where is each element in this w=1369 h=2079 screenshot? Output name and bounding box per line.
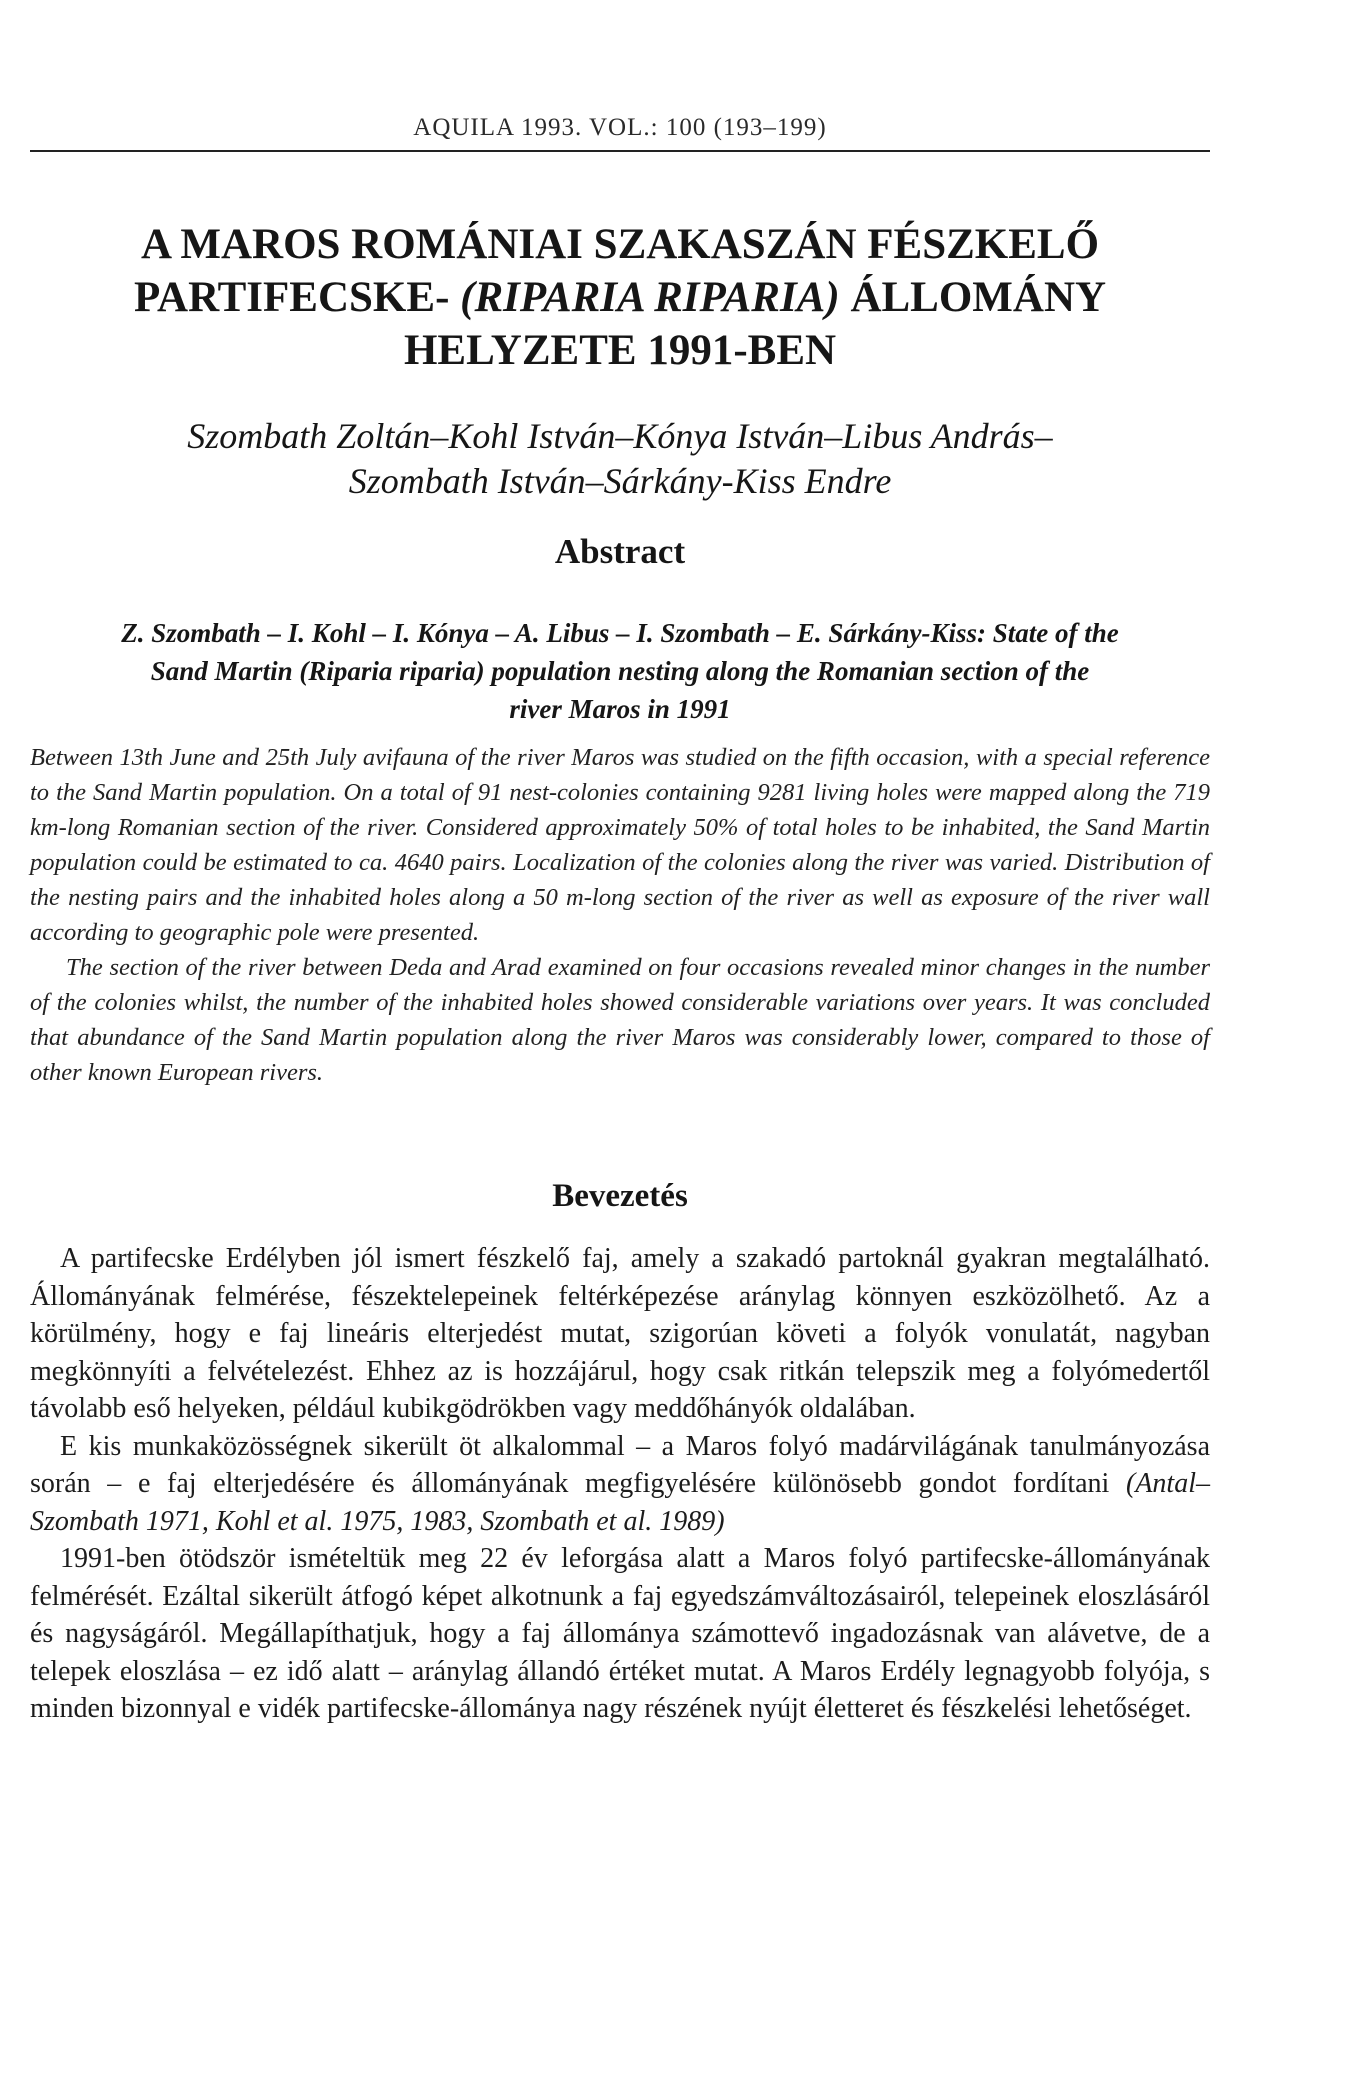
- abstract-title-line-1: Z. Szombath – I. Kohl – I. Kónya – A. Libus – I. Szombath – E. Sárkány-Kiss: State of the: [121, 618, 1119, 648]
- body-paragraph-2-text: E kis munkaközösségnek sikerült öt alkalommal – a Maros folyó madárvilágának tanulmányozása során – e faj elterjedésére és állományának megfigyelésére különösebb gondot fordítani: [30, 1430, 1210, 1499]
- abstract-paragraph-2: The section of the river between Deda and Arad examined on four occasions revealed minor changes in the number of the colonies whilst, the number of the inhabited holes showed considerable variations over years. It was concluded that abundance of the Sand Martin population along the river Maros was considerably lower, compared to those of other known European rivers.: [30, 954, 1210, 1086]
- abstract-title: [30, 614, 1210, 728]
- article-title: [30, 218, 1210, 377]
- authors: [30, 414, 1210, 504]
- body-paragraph-1: A partifecske Erdélyben jól ismert fészkelő faj, amely a szakadó partoknál gyakran megtalálható. Állományának felmérése, fészektelepeinek feltérképezése aránylag könnyen eszközölhető. Az a körülmény, hogy e faj lineáris elterjedést mutat, szigorúan követi a folyók vonulatát, nagyban megkönnyíti a felvételezést. Ehhez az is hozzájárul, hogy csak ritkán telepszik meg a folyómedertől távolabb eső helyeken, például kubikgödrökben vagy meddőhányók oldalában.: [30, 1243, 1210, 1424]
- header-rule: [30, 150, 1210, 152]
- section-heading: Bevezetés: [552, 1178, 688, 1214]
- title-line-2-post: ÁLLOMÁNY: [839, 274, 1107, 321]
- abstract-paragraph-1: Between 13th June and 25th July avifauna of the river Maros was studied on the fifth occasion, with a special reference to the Sand Martin population. On a total of 91 nest-colonies containing 9281 living holes were mapped along the 719 km-long Romanian section of the river. Considered approximately 50% of total holes to be inhabited, the Sand Martin population could be estimated to ca. 4640 pairs. Localization of the colonies along the river was varied. Distribution of the nesting pairs and the inhabited holes along a 50 m-long section of the river as well as exposure of the river wall according to geographic pole were presented.: [30, 744, 1210, 946]
- authors-line-1: Szombath Zoltán–Kohl István–Kónya István–Libus András–: [187, 416, 1053, 456]
- abstract-title-line-2: Sand Martin (Riparia riparia) population nesting along the Romanian section of the: [150, 656, 1090, 686]
- authors-line-2: Szombath István–Sárkány-Kiss Endre: [348, 461, 892, 501]
- title-line-3: HELYZETE 1991-BEN: [403, 327, 837, 374]
- running-head: AQUILA 1993. VOL.: 100 (193–199): [413, 114, 827, 141]
- citation: (Antal–Szombath 1971, Kohl et al. 1975, 1983, Szombath et al. 1989): [30, 1468, 1210, 1537]
- title-line-2: [30, 271, 1210, 324]
- body-paragraph-3: 1991-ben ötödször ismételtük meg 22 év leforgása alatt a Maros folyó partifecske-állományának felmérését. Ezáltal sikerült átfogó képet alkotnunk a faj egyedszámváltozásairól, telepeinek eloszlásáról és nagyságáról. Megállapíthatjuk, hogy a faj állománya számottevő ingadozásnak van alávetve, de a telepek eloszlása – ez idő alatt – aránylag állandó értéket mutat. A Maros Erdély legnagyobb folyója, s minden bizonnyal e vidék partifecske-állománya nagy részének nyújt életteret és fészkelési lehetőséget.: [30, 1543, 1210, 1724]
- title-line-2-pre: PARTIFECSKE-: [133, 274, 461, 321]
- body-paragraph-2: [30, 1428, 1210, 1541]
- abstract-heading: Abstract: [554, 532, 686, 571]
- abstract-title-line-3: river Maros in 1991: [509, 694, 731, 724]
- title-line-1: A MAROS ROMÁNIAI SZAKASZÁN FÉSZKELŐ: [140, 221, 1100, 268]
- title-species-name: (RIPARIA RIPARIA): [460, 274, 840, 321]
- body-text: [30, 1240, 1210, 1728]
- abstract-body: [30, 740, 1210, 1090]
